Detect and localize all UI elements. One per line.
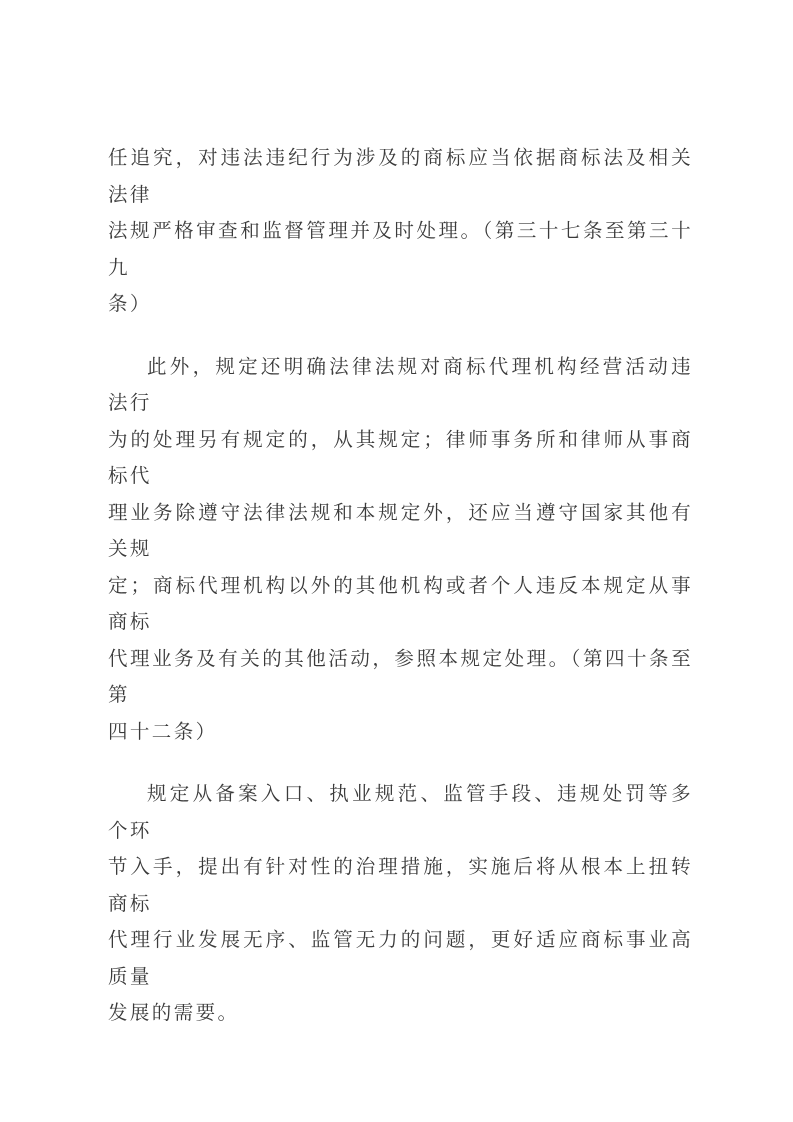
document-body [108, 140, 693, 1058]
text-line: 法规严格审查和监督管理并及时处理。（第三十七条至第三十九 [108, 219, 693, 279]
text-line: 任追究，对违法违纪行为涉及的商标应当依据商标法及相关法律 [108, 146, 693, 206]
text-line: 条） [108, 292, 152, 315]
text-line: 代理行业发展无序、监管无力的问题，更好适应商标事业高质量 [108, 928, 693, 988]
text-line: 发展的需要。 [108, 1001, 240, 1024]
text-line: 四十二条） [108, 719, 218, 743]
text-line: 规定从备案入口、执业规范、监管手段、违规处罚等多个环 [108, 782, 693, 842]
paragraph-1 [108, 140, 693, 323]
paragraph-3 [108, 776, 693, 1032]
text-line: 定；商标代理机构以外的其他机构或者个人违反本规定从事商标 [108, 573, 693, 633]
text-line: 节入手，提出有针对性的治理措施，实施后将从根本上扭转商标 [108, 855, 693, 915]
paragraph-2 [108, 349, 693, 751]
text-line: 理业务除遵守法律法规和本规定外，还应当遵守国家其他有关规 [108, 500, 693, 560]
text-line: 代理业务及有关的其他活动，参照本规定处理。（第四十条至第 [108, 646, 693, 706]
text-line: 此外，规定还明确法律法规对商标代理机构经营活动违法行 [108, 354, 693, 414]
text-line: 为的处理另有规定的，从其规定；律师事务所和律师从事商标代 [108, 427, 693, 487]
